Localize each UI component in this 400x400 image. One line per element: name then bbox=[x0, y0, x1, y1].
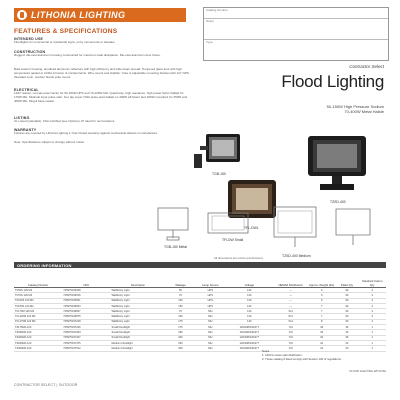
table-cell: 400 bbox=[166, 346, 196, 351]
table-cell: TZ400MA 120 bbox=[14, 335, 62, 340]
note-2: 2. These catalog # listed comply with Section 106 of regulations. bbox=[262, 356, 342, 361]
table-cell: — bbox=[273, 288, 307, 293]
table-cell: TFL70M 120 M2 bbox=[14, 309, 62, 314]
note-1: 1. 120V-H wave split distribution. bbox=[262, 352, 303, 357]
section-heading: ELECTRICAL bbox=[14, 88, 39, 92]
table-cell: 745975197246 bbox=[62, 325, 110, 330]
table-cell: 90 bbox=[335, 293, 358, 298]
table-cell: 36 bbox=[335, 330, 358, 335]
subtitle bbox=[327, 104, 384, 114]
table-cell: 400 bbox=[166, 335, 196, 340]
table-cell: 745975196448 bbox=[62, 288, 110, 293]
table-cell: 250 bbox=[166, 330, 196, 335]
section-electrical bbox=[14, 88, 190, 103]
table-cell: 120 bbox=[225, 298, 273, 303]
table-cell: 7 bbox=[308, 314, 336, 319]
table-cell: TF70S 120 M2 bbox=[14, 293, 62, 298]
ordering-table bbox=[14, 270, 386, 352]
table-cell: 1 bbox=[358, 340, 386, 345]
section-body: 120V reactor, normal power factor for 50-150W HPS and 70-100W MH. Quadri-tap, high reactance, high power factor ballast for 175W MH. Multivolt input pulse-start, four tap super CWA pulse-start ballast on 400W eff-ficient and 320W compliant for 250W and 400W MH. Mogul base socket. bbox=[14, 91, 188, 103]
table-cell: 60 bbox=[335, 319, 358, 324]
table-cell: 745975197437 bbox=[62, 335, 110, 340]
drawing-tzsd400-medium bbox=[268, 203, 324, 253]
table-cell: 100 bbox=[166, 314, 196, 319]
table-cell: 745975196516 bbox=[62, 293, 110, 298]
table-cell: 6 bbox=[308, 298, 336, 303]
table-cell: 6 bbox=[308, 288, 336, 293]
form-row-catalog[interactable] bbox=[204, 8, 388, 19]
table-cell: 150 bbox=[166, 303, 196, 308]
table-cell: 50 bbox=[166, 288, 196, 293]
table-cell: 7 bbox=[308, 309, 336, 314]
table-cell: 745975197018 bbox=[62, 319, 110, 324]
table-cell: 90 bbox=[335, 303, 358, 308]
table-cell: 120/208/240/277 bbox=[225, 335, 273, 340]
table-cell: 5x4 bbox=[273, 314, 307, 319]
table-cell: 120 bbox=[225, 314, 273, 319]
table-cell: 7 bbox=[308, 303, 336, 308]
ordering-table-body bbox=[14, 288, 386, 352]
section-body: Note: Specifications subject to change without notice. bbox=[14, 140, 85, 144]
drawing-tgb150-metal bbox=[150, 204, 196, 244]
page-title: Flood Lighting bbox=[281, 72, 384, 91]
table-cell: TFL175M 120 M2 bbox=[14, 319, 62, 324]
col-description: Description bbox=[110, 270, 165, 288]
section-listing bbox=[14, 116, 190, 124]
table-cell: Medium Floodlight bbox=[110, 340, 165, 345]
contractor-select-kicker: Contractor Select bbox=[349, 64, 384, 69]
form-label-type: Type bbox=[206, 40, 213, 44]
table-cell: TF150S 120 M2 bbox=[14, 303, 62, 308]
form-row-type[interactable] bbox=[204, 40, 388, 59]
table-cell: 7x6 bbox=[273, 330, 307, 335]
table-cell: 120/208/240/277 bbox=[225, 346, 273, 351]
table-cell: 745975196837 bbox=[62, 309, 110, 314]
table-cell: 4 bbox=[358, 298, 386, 303]
table-cell: 20 bbox=[335, 346, 358, 351]
table-cell: 175 bbox=[166, 319, 196, 324]
table-cell: — bbox=[273, 298, 307, 303]
col-catalog: Catalog Number bbox=[14, 270, 62, 288]
table-cell: 100 bbox=[166, 298, 196, 303]
table-cell: MH bbox=[195, 340, 225, 345]
table-cell: 36 bbox=[335, 325, 358, 330]
table-cell: Wall/Entry Light bbox=[110, 314, 165, 319]
table-cell: 745975197512 bbox=[62, 346, 110, 351]
col-lamp-source: Lamp Source bbox=[195, 270, 225, 288]
drawing-tfldw-small bbox=[202, 209, 256, 239]
table-cell: MH bbox=[195, 314, 225, 319]
table-cell: 745975196561 bbox=[62, 298, 110, 303]
table-cell: 90 bbox=[335, 309, 358, 314]
form-label-notes: Notes bbox=[206, 19, 214, 23]
table-cell: Small Floodlight bbox=[110, 330, 165, 335]
table-cell: 120 bbox=[225, 293, 273, 298]
brand-logo-bar bbox=[14, 8, 186, 22]
ordering-footnote: FLOOD LIGHTING WITH MH bbox=[349, 369, 386, 373]
section-construction bbox=[14, 50, 190, 58]
col-nema: NEMA# Distribution bbox=[273, 270, 307, 288]
drawing-label-tgb150-metal: TGB-150 Metal bbox=[164, 245, 187, 249]
table-cell: MH bbox=[195, 319, 225, 324]
table-cell: Small Floodlight bbox=[110, 335, 165, 340]
table-cell: Wall/Entry Light bbox=[110, 319, 165, 324]
table-cell: MH bbox=[195, 325, 225, 330]
section-body: Floodlights for commercial or residential signs, entry monuments or facades. bbox=[14, 40, 116, 44]
product-label-tgb150: TGB-150 bbox=[212, 172, 226, 176]
table-cell: MH bbox=[195, 335, 225, 340]
table-cell: 70 bbox=[166, 293, 196, 298]
table-cell: 7x6 bbox=[273, 335, 307, 340]
table-cell: TF100S 120 M2 bbox=[14, 298, 62, 303]
drawing-label-tfldw-small: TFLDW Small bbox=[222, 238, 244, 242]
table-cell: 4 bbox=[358, 303, 386, 308]
section-heading: WARRANTY bbox=[14, 128, 37, 132]
table-cell: TFL100M 120 M2 bbox=[14, 314, 62, 319]
table-cell: 175 bbox=[166, 325, 196, 330]
table-cell: 120/208/240/277 bbox=[225, 330, 273, 335]
ordering-title: ORDERING INFORMATION bbox=[17, 262, 72, 268]
table-cell: 120 bbox=[225, 309, 273, 314]
notes-heading: Notes bbox=[262, 349, 270, 353]
table-cell: HPS bbox=[195, 288, 225, 293]
col-pallet: Pallet Qty bbox=[335, 270, 358, 288]
table-cell: MH bbox=[195, 330, 225, 335]
section-body: UL Listed (standard). CSA Certified (see Options). IP rated for wet locations. bbox=[14, 119, 116, 123]
table-cell: MH bbox=[195, 309, 225, 314]
table-cell: TZ400MA 120 bbox=[14, 346, 62, 351]
product-label-tzsd400: TZSD-400 bbox=[330, 200, 346, 204]
table-cell: 120 bbox=[225, 303, 273, 308]
section-warranty bbox=[14, 128, 190, 136]
table-cell: 5x4 bbox=[273, 319, 307, 324]
section-note bbox=[14, 141, 190, 145]
table-cell: 90 bbox=[335, 298, 358, 303]
features-title: FEATURES & SPECIFICATIONS bbox=[14, 28, 118, 35]
table-cell: 4 bbox=[358, 293, 386, 298]
drawing-label-tzsd400-medium: TZSD-400 Medium bbox=[282, 254, 311, 258]
table-cell: Small Floodlight bbox=[110, 325, 165, 330]
table-cell: Wall/Entry Light bbox=[110, 303, 165, 308]
ordering-header-row bbox=[14, 270, 386, 288]
fixture-tgb150-image bbox=[192, 128, 252, 176]
table-cell: 4 bbox=[358, 319, 386, 324]
table-cell: Wall/Entry Light bbox=[110, 298, 165, 303]
table-cell: HPS bbox=[195, 303, 225, 308]
table-cell: 7x6 bbox=[273, 340, 307, 345]
table-cell: 36 bbox=[335, 335, 358, 340]
table-cell: 5x4 bbox=[273, 309, 307, 314]
table-cell: Wall/Entry Light bbox=[110, 293, 165, 298]
form-row-notes[interactable] bbox=[204, 19, 388, 40]
col-weight: Approx. Weight (lbs) bbox=[308, 270, 336, 288]
subtitle-line-2: 70-400W Metal Halide bbox=[344, 109, 384, 114]
table-cell: 6 bbox=[308, 293, 336, 298]
ordering-notes bbox=[262, 350, 386, 361]
table-cell: 120/208/240/277 bbox=[225, 325, 273, 330]
table-cell: Medium Floodlight bbox=[110, 346, 165, 351]
section-construction-detail bbox=[14, 68, 190, 79]
section-body: Fixtures are covered by Lithonia Lighting 1-Year limited warranty against mechanical defects in manufacture. bbox=[14, 131, 158, 135]
table-cell: 20 bbox=[308, 335, 336, 340]
subtitle-line-1: 50-150W High Pressure Sodium bbox=[326, 104, 384, 109]
brand-logo-icon bbox=[17, 10, 27, 20]
table-cell: 745975196875 bbox=[62, 314, 110, 319]
table-cell: 1 bbox=[358, 335, 386, 340]
table-cell: 4 bbox=[358, 288, 386, 293]
col-wattage: Wattage bbox=[166, 270, 196, 288]
table-cell: TZ250MA 120 bbox=[14, 330, 62, 335]
table-cell: 18 bbox=[308, 330, 336, 335]
product-label-tfldwl: TFL-DWL bbox=[244, 226, 259, 230]
table-cell: 1 bbox=[358, 325, 386, 330]
section-heading: INTENDED USE bbox=[14, 37, 44, 41]
table-cell: 24 bbox=[308, 340, 336, 345]
table-cell: 120/208/240/277 bbox=[225, 340, 273, 345]
col-carton: Standard Carton Qty bbox=[358, 270, 386, 288]
table-cell: 24 bbox=[308, 346, 336, 351]
table-cell: — bbox=[273, 293, 307, 298]
dimensions-note: All dimensions are inches (centimeters). bbox=[214, 256, 264, 260]
table-cell: Wall/Entry Light bbox=[110, 309, 165, 314]
section-intended-use bbox=[14, 37, 190, 45]
table-cell: TZ250MA 120 bbox=[14, 340, 62, 345]
table-cell: HPS bbox=[195, 298, 225, 303]
table-cell: — bbox=[273, 303, 307, 308]
section-body: Rugged, die-cast aluminum housing constructed for maximum heat dissipation. Die-cast aluminum door frame. bbox=[14, 53, 161, 57]
drawing-tzsd400-side bbox=[330, 205, 378, 249]
section-heading: CONSTRUCTION bbox=[14, 50, 46, 54]
table-cell: 745975196653 bbox=[62, 303, 110, 308]
table-cell: 4 bbox=[358, 309, 386, 314]
table-cell: 4 bbox=[358, 314, 386, 319]
table-cell: 18 bbox=[308, 325, 336, 330]
table-cell: 745975197284 bbox=[62, 330, 110, 335]
fixture-tzsd400-image bbox=[300, 130, 376, 200]
table-cell: HPS bbox=[195, 293, 225, 298]
table-cell: TZ175MA 120 bbox=[14, 325, 62, 330]
table-cell: Wall/Entry Light bbox=[110, 288, 165, 293]
table-cell: 70 bbox=[166, 309, 196, 314]
table-cell: 120 bbox=[225, 288, 273, 293]
table-cell: 8 bbox=[308, 319, 336, 324]
table-cell: 1 bbox=[358, 330, 386, 335]
table-cell: 120 bbox=[225, 319, 273, 324]
table-cell: TF50S 120 M2 bbox=[14, 288, 62, 293]
table-cell: 20 bbox=[335, 340, 358, 345]
table-cell: 7x6 bbox=[273, 325, 307, 330]
col-voltage: Voltage bbox=[225, 270, 273, 288]
col-upc: UPC bbox=[62, 270, 110, 288]
section-body: Bold exterior housing, anodized aluminum reflectors with high efficiency and wide beam spread. Tempered glass lens with high temperature gasket to inhibit intrusion of contaminants. Wire-mount and slipfitter. Yoke is adjustable mounting bracket with 1/2" NPS threaded conn. outdoor floods yoke mount. bbox=[14, 67, 189, 79]
order-form-box bbox=[203, 7, 389, 61]
table-cell: 90 bbox=[335, 314, 358, 319]
footer-section-label: CONTRACTOR SELECT | OUTDOOR bbox=[14, 383, 78, 387]
table-cell: 90 bbox=[335, 288, 358, 293]
table-cell: 7x6 bbox=[273, 346, 307, 351]
table-cell: 250 bbox=[166, 340, 196, 345]
form-label-catalog: Catalog Number bbox=[206, 8, 228, 12]
brand-name: LITHONIA LIGHTING bbox=[31, 10, 126, 20]
table-cell: MH bbox=[195, 346, 225, 351]
table-cell: 1 bbox=[358, 346, 386, 351]
section-heading: LISTING bbox=[14, 116, 30, 120]
table-cell: 745975197475 bbox=[62, 340, 110, 345]
